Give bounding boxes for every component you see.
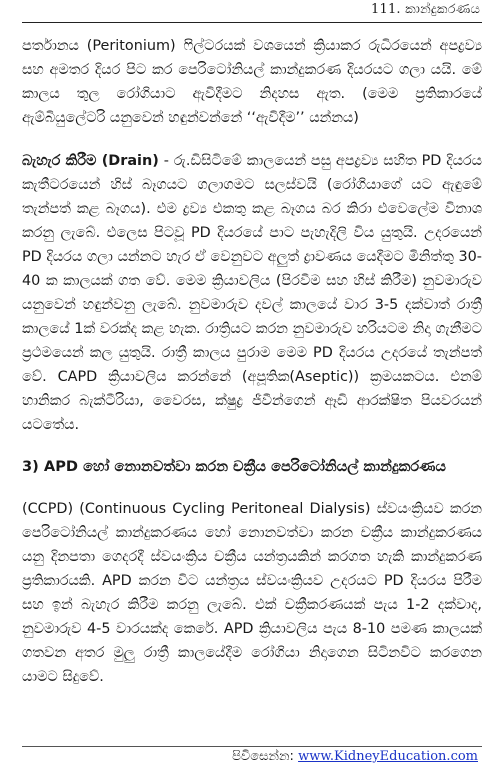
page-footer — [232, 749, 478, 764]
section-heading-apd: 3) APD හෝ නොනවත්වා කරන චක්‍රීය පෙරිටෝනියල් කාන්දුකරණය — [22, 458, 447, 475]
paragraph-peritoneum: පර්තානය (Peritonium) ෆිල්ටරයක් වශයෙන් ක්‍රියාකර රුධිරයෙන් අපද්‍රව්‍ය සහ අමතර දියර පිට කර පෙරිටෝනියල් කාන්දුකරණ දියරයට ගලා යයි. මේ කාලය තුල රෝගියාට ඇවිදීමට නිදහස ඇත. (මෙම ප්‍රතිකාරයේ ඇම්බියුලේටරි යනුවෙන් හඳුන්වන්නේ ‘‘ඇවිදීම’’ යන්නය) — [22, 38, 482, 126]
footer-label: පිවිසෙන්න: — [232, 749, 299, 764]
header-divider — [22, 22, 482, 23]
drain-text: - රු.ඩිසිටිමේ කාලයෙන් පසු අපද්‍රව්‍ය සහිත PD දියරය කැතීටරයෙන් හිස් බෑගයට ගලාගමට සලස්වයි (රෝගියාගේ යට ඇඳුමේ තැන්පත් කළ බෑගය). එම ද්‍රව්‍ය එකතු කළ බෑගය බර කිරා එවෙලේම විනාශ කරනු ලැබේ. එලෙස පිටවූ PD දියරයේ පාට පැහැදිලි විය යුතුයි. උදරයෙන් PD දියරය ගලා යන්නට හැර ඒ වෙනුවට අලුත් ද්‍රාවණය යෙදීමට මිනිත්තු 30-40 ක කාලයක් ගත වේ. මෙම ක්‍රියාවලිය (පිරවීම සහ හිස් කිරීම) නුවමාරුව යනුවෙන් හඳුන්වනු ලැබේ. නුවමාරුව දවල් කාලයේ වාර 3-5 දක්වාත් රාත්‍රී කාලයේ 1ක් වරක්ද කළ හැක. රාත්‍රියට කරන නුවමාරුව හරියටම නිදා ගැනීමට ප්‍රථමයෙන් කල යුතුයි. රාත්‍රී කාලය පුරාම මෙම PD දියරය උදරයේ තැන්පත් වේ. CAPD ක්‍රියාවලිය කරන්නේ (අපූතික(Aseptic)) ක්‍රමයකටය. එනම් හානිකර බැක්ටීරියා, වෛරස, ක්ෂුද්‍ර ජීවීන්ගෙන් ඈඩි ආරක්ෂිත පියවරයන් යටතේය. — [22, 153, 482, 433]
paragraph-ccpd: (CCPD) (Continuous Cycling Peritoneal Dialysis) ස්වයංක්‍රියව කරන පෙරිටෝනියල් කාන්දුකරණය හෝ නොනවත්වා කරන චක්‍රීය කාන්දුකරණය යනු දිනපතා ගෙදරදී ස්වයංක්‍රිය චක්‍රීය යන්ත්‍රයකින් කරගත හැකි කාන්දුකරණ ප්‍රතිකාරයකි. APD කරන විට යන්ත්‍රය ස්වයංක්‍රියව උදරයට PD දියරය පිරීම සහ ඉන් බැහැර කිරීම කරනු ලැබේ. එක් චක්‍රීකරණයක් පැය 1-2 දක්වාද, නුවමාරුව 4-5 වාරයක්ද කෙරේ. APD ක්‍රියාවලිය පැය 8-10 පමණ කාලයක් ගතවන අතර මුලු රාත්‍රී කාලයේදීම රෝගියා නිදාගෙන සිටිනවිට කරගෙන යාමට සිදුවේ. — [22, 501, 482, 685]
page-body — [22, 26, 482, 689]
website-link[interactable]: www.KidneyEducation.com — [298, 749, 478, 764]
drain-lead-term: බැහැර කිරීම (Drain) — [22, 153, 159, 169]
page-header: 111. කාන්දුකරණය — [371, 2, 480, 17]
paragraph-drain — [22, 149, 482, 437]
footer-divider — [22, 746, 482, 747]
